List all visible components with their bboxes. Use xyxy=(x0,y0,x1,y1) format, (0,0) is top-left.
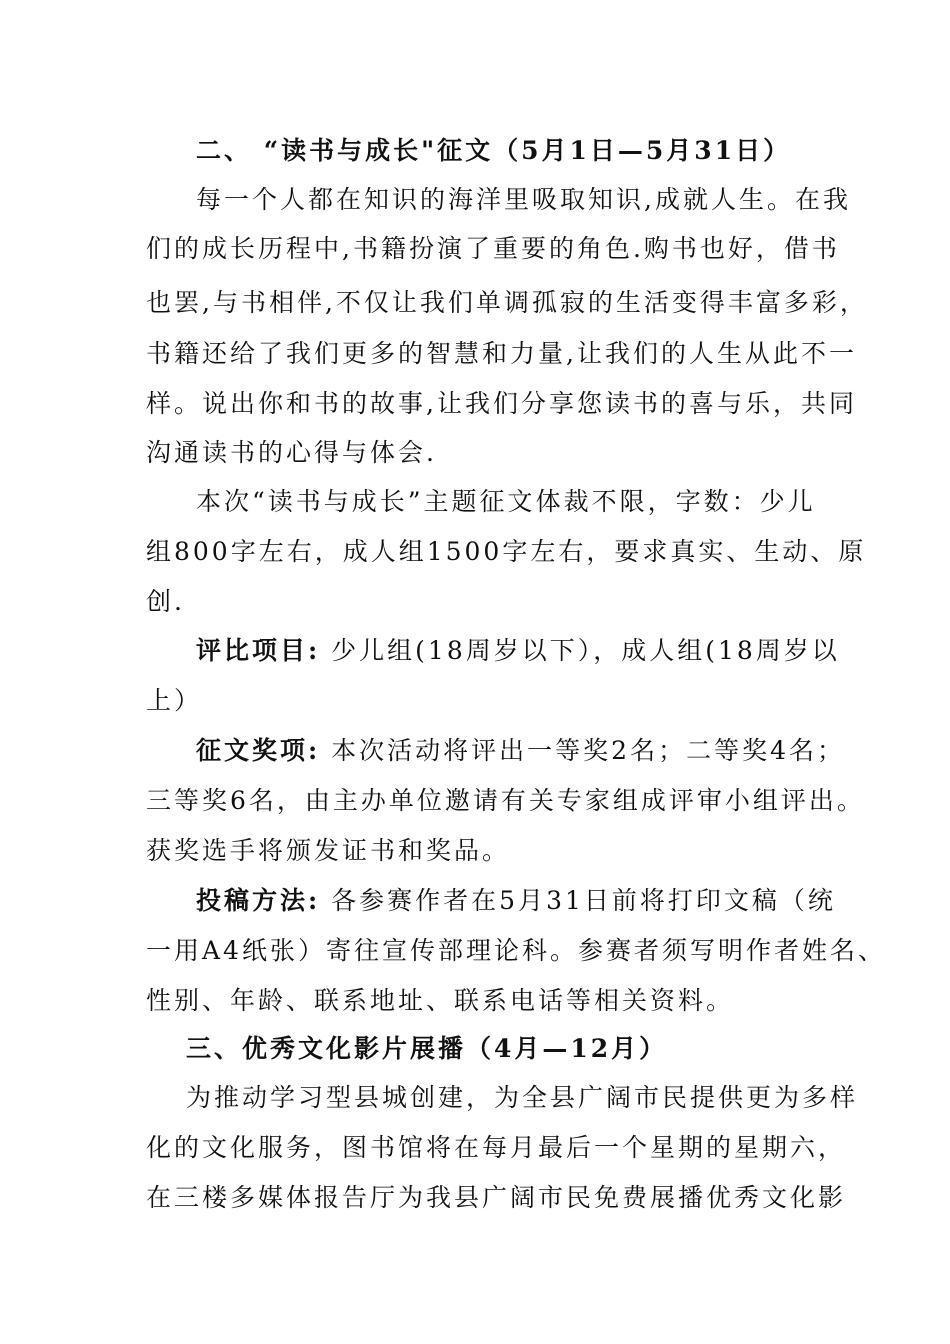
paragraph-line: 一用A4纸张）寄往宣传部理论科。参赛者须写明作者姓名、 xyxy=(146,936,886,965)
paragraph-line: 样。说出你和书的故事,让我们分享您读书的喜与乐，共同 xyxy=(146,389,857,418)
paragraph-line: 化的文化服务，图书馆将在每月最后一个星期的星期六， xyxy=(146,1133,847,1162)
paragraph-line: 本次“读书与成长”主题征文体裁不限，字数：少儿 xyxy=(196,487,816,516)
submission-label: 投稿方法: xyxy=(196,886,321,915)
paragraph-line: 获奖选手将颁发证书和奖品。 xyxy=(146,836,511,865)
paragraph-line: 为推动学习型县城创建，为全县广阔市民提供更为多样 xyxy=(186,1083,859,1112)
award-label: 征文奖项: xyxy=(196,736,321,765)
paragraph-line: 在三楼多媒体报告厅为我县广阔市民免费展播优秀文化影 xyxy=(146,1183,847,1212)
paragraph-line: 们的成长历程中,书籍扮演了重要的角色.购书也好，借书 xyxy=(146,234,840,263)
paragraph-line: 上） xyxy=(146,686,203,715)
section3-heading: 三、优秀文化影片展播（4月—12月） xyxy=(186,1034,668,1063)
paragraph-line: 沟通读书的心得与体会. xyxy=(146,438,437,467)
paragraph-line: 创. xyxy=(146,587,185,616)
section2-heading: 二、 “读书与成长"征文（5月1日—5月31日） xyxy=(196,136,792,165)
evaluation-line xyxy=(196,638,840,663)
paragraph-line: 组800字左右，成人组1500字左右，要求真实、生动、原 xyxy=(146,537,867,566)
award-line xyxy=(196,738,845,763)
evaluation-label: 评比项目: xyxy=(196,636,321,665)
paragraph-line: 每一个人都在知识的海洋里吸取知识,成就人生。在我 xyxy=(196,185,851,214)
paragraph-line: 也罢,与书相伴,不仅让我们单调孤寂的生活变得丰富多彩， xyxy=(146,288,868,317)
submission-line xyxy=(196,888,836,913)
award-text: 本次活动将评出一等奖2名；二等奖4名； xyxy=(320,736,845,765)
paragraph-line: 书籍还给了我们更多的智慧和力量,让我们的人生从此不一 xyxy=(146,339,857,368)
paragraph-line: 三等奖6名，由主办单位邀请有关专家组成评审小组评出。 xyxy=(146,786,865,815)
paragraph-line: 性别、年龄、联系地址、联系电话等相关资料。 xyxy=(146,986,735,1015)
evaluation-text: 少儿组(18周岁以下），成人组(18周岁以 xyxy=(320,636,840,665)
submission-text: 各参赛作者在5月31日前将打印文稿（统 xyxy=(320,886,836,915)
